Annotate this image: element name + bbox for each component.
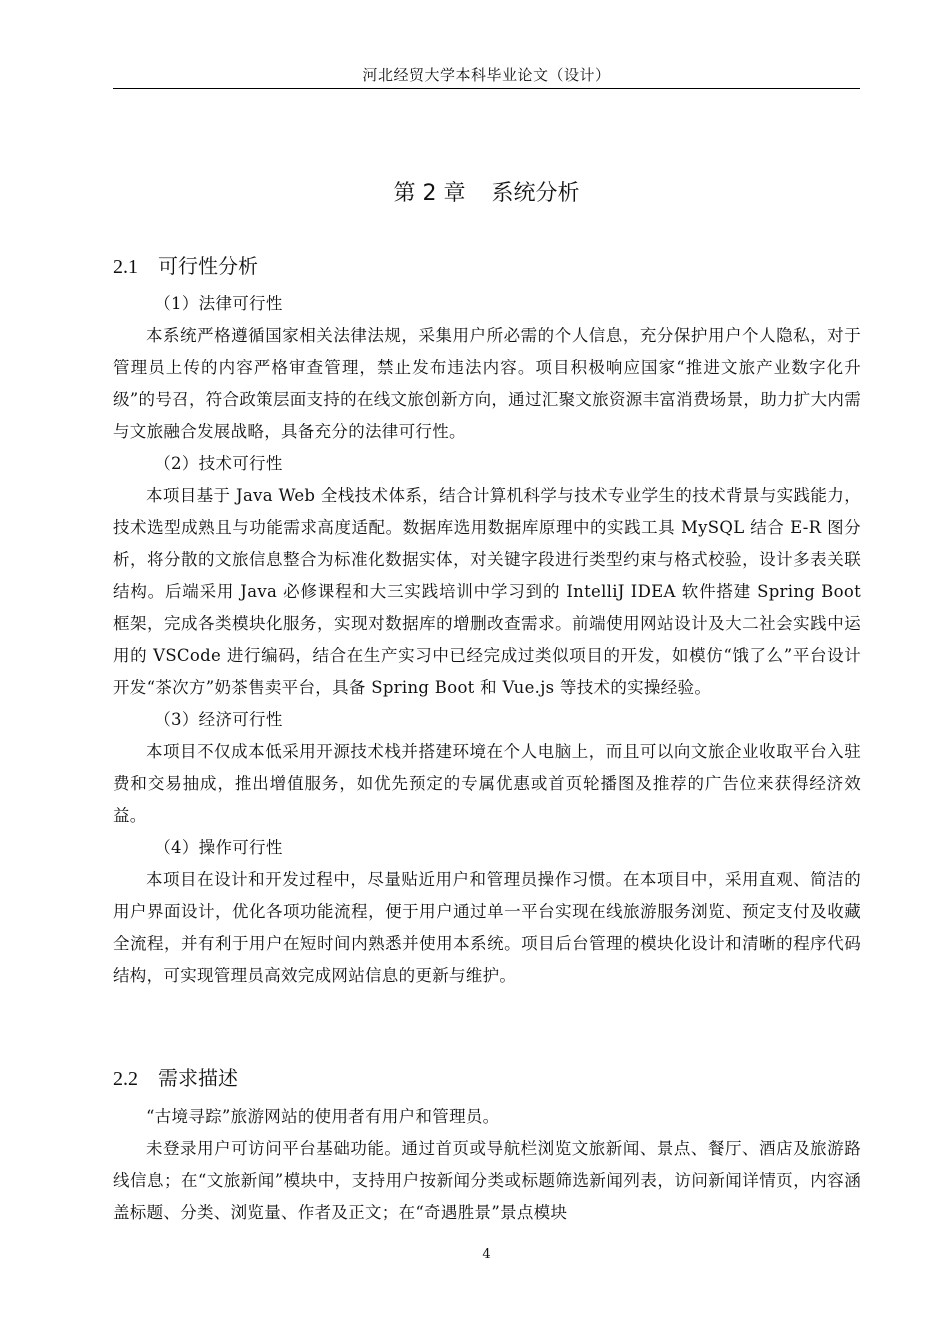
section-heading-2-2 bbox=[113, 1063, 860, 1094]
chapter-title bbox=[113, 176, 860, 212]
paragraph: 本项目在设计和开发过程中，尽量贴近用户和管理员操作习惯。在本项目中，采用直观、简洁的用户界面设计，优化各项功能流程，便于用户通过单一平台实现在线旅游服务浏览、预定支付及收藏全流程，并有利于用户在短时间内熟悉并使用本系统。项目后台管理的模块化设计和清晰的程序代码结构，可实现管理员高效完成网站信息的更新与维护。 bbox=[113, 870, 861, 985]
paragraph: 本项目基于 Java Web 全栈技术体系，结合计算机科学与技术专业学生的技术背景与实践能力，技术选型成熟且与功能需求高度适配。数据库选用数据库原理中的实践工具 MySQL 结合 E-R 图分析，将分散的文旅信息整合为标准化数据实体，对关键字段进行类型约束与格式校验，设计多表关联结构。后端采用 Java 必修课程和大三实践培训中学习到的 IntelliJ IDEA 软件搭建 Spring Boot 框架，完成各类模块化服务，实现对数据库的增删改查需求。前端使用网站设计及大二社会实践中运用的 VSCode 进行编码，结合在生产实习中已经完成过类似项目的开发，如模仿“饿了么”平台设计开发“茶次方”奶茶售卖平台，具备 Spring Boot 和 Vue.js 等技术的实操经验。 bbox=[113, 486, 861, 697]
section-number: 2.2 bbox=[113, 1068, 138, 1090]
subheading-technical: （2）技术可行性 bbox=[154, 454, 283, 473]
section-number: 2.1 bbox=[113, 256, 138, 278]
section-heading-2-1 bbox=[113, 251, 860, 282]
subheading-legal: （1）法律可行性 bbox=[154, 294, 283, 313]
section-title: 需求描述 bbox=[158, 1066, 238, 1090]
page-number: 4 bbox=[482, 1247, 491, 1262]
running-header: 河北经贸大学本科毕业论文（设计） bbox=[362, 66, 611, 84]
section-2-1-body bbox=[113, 288, 861, 992]
subheading-operational: （4）操作可行性 bbox=[154, 838, 283, 857]
chapter-number: 第 2 章 bbox=[393, 181, 466, 206]
section-2-2-body bbox=[113, 1101, 861, 1229]
paragraph: “古境寻踪”旅游网站的使用者有用户和管理员。 bbox=[146, 1107, 500, 1126]
chapter-name: 系统分析 bbox=[491, 181, 580, 206]
subheading-economic: （3）经济可行性 bbox=[154, 710, 283, 729]
paragraph: 本项目不仅成本低采用开源技术栈并搭建环境在个人电脑上，而且可以向文旅企业收取平台入驻费和交易抽成，推出增值服务，如优先预定的专属优惠或首页轮播图及推荐的广告位来获得经济效益。 bbox=[113, 742, 861, 825]
paragraph: 本系统严格遵循国家相关法律法规，采集用户所必需的个人信息，充分保护用户个人隐私，对于管理员上传的内容严格审查管理，禁止发布违法内容。项目积极响应国家“推进文旅产业数字化升级”的号召，符合政策层面支持的在线文旅创新方向，通过汇聚文旅资源丰富消费场景，助力扩大内需与文旅融合发展战略，具备充分的法律可行性。 bbox=[113, 326, 861, 441]
section-title: 可行性分析 bbox=[158, 254, 258, 278]
header-rule bbox=[113, 88, 860, 89]
paragraph: 未登录用户可访问平台基础功能。通过首页或导航栏浏览文旅新闻、景点、餐厅、酒店及旅游路线信息；在“文旅新闻”模块中，支持用户按新闻分类或标题筛选新闻列表，访问新闻详情页，内容涵盖标题、分类、浏览量、作者及正文；在“奇遇胜景”景点模块 bbox=[113, 1139, 861, 1222]
